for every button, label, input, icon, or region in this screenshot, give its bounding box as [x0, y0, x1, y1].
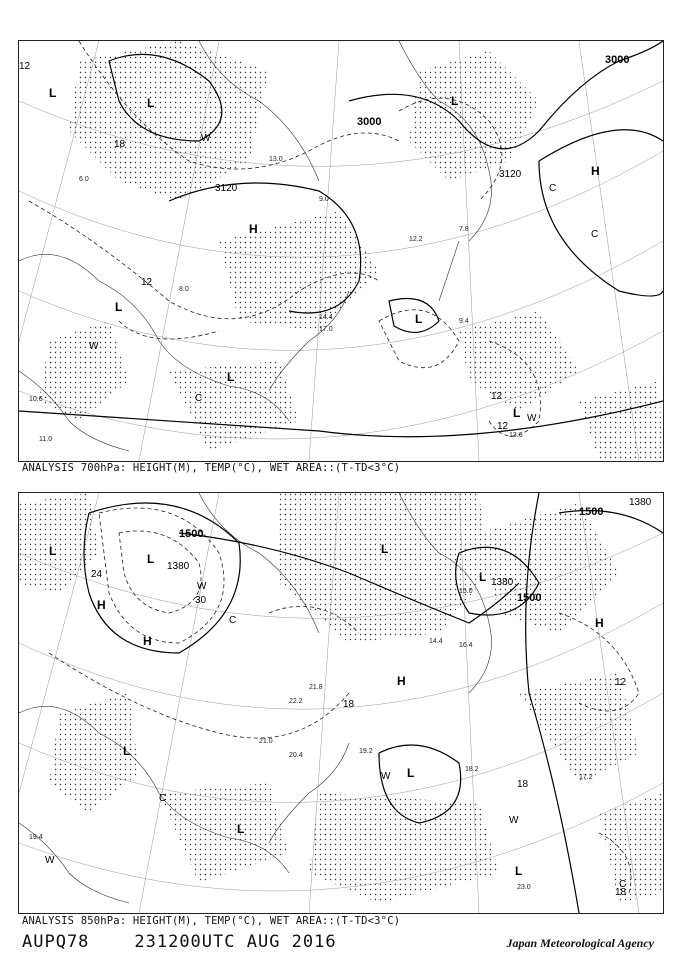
temp-label: 12 — [615, 677, 627, 688]
height-label: 3000 — [605, 54, 630, 66]
high-center: H — [591, 164, 600, 178]
low-center: L — [115, 300, 123, 314]
station-value: 20.4 — [289, 752, 303, 759]
cold-center: C — [591, 229, 599, 240]
low-center: L — [123, 744, 131, 758]
map-700hpa-canvas — [19, 41, 663, 461]
map-850hpa — [18, 492, 664, 914]
temp-label: 18 — [517, 779, 529, 790]
map-700hpa — [18, 40, 664, 462]
caption-850hpa: ANALYSIS 850hPa: HEIGHT(M), TEMP(°C), WET AREA::(T-TD<3°C) — [22, 915, 401, 927]
station-value: 13.0 — [269, 156, 283, 163]
station-value: 10.6 — [29, 396, 43, 403]
temp-label: 24 — [91, 569, 103, 580]
station-value: 18.2 — [465, 766, 479, 773]
station-value: 17.0 — [319, 326, 333, 333]
station-value: 13.6 — [509, 432, 523, 439]
wet-areas — [39, 41, 663, 461]
height-label: 1500 — [517, 592, 542, 604]
warm-center: W — [527, 413, 537, 424]
temp-label: 12 — [491, 391, 503, 402]
station-value: 23.0 — [517, 884, 531, 891]
map-850hpa-canvas — [19, 493, 663, 913]
station-value: 21.8 — [309, 684, 323, 691]
warm-center: W — [89, 341, 99, 352]
cold-center: C — [549, 183, 557, 194]
station-value: 17.2 — [579, 774, 593, 781]
low-center: L — [513, 406, 521, 420]
temp-label: 12 — [141, 277, 153, 288]
station-value: 22.2 — [289, 698, 303, 705]
station-value: 16.4 — [459, 642, 473, 649]
station-value: 8.0 — [179, 286, 189, 293]
station-value: 19.2 — [359, 748, 373, 755]
station-value: 15.0 — [459, 588, 473, 595]
low-center: L — [515, 864, 523, 878]
station-value: 9.4 — [459, 318, 469, 325]
temp-label: 18 — [114, 139, 126, 150]
station-value: 6.0 — [79, 176, 89, 183]
warm-center: W — [381, 771, 391, 782]
low-center: L — [381, 542, 389, 556]
high-center: H — [143, 634, 152, 648]
warm-center: W — [201, 133, 211, 144]
warm-center: W — [509, 815, 519, 826]
height-label: 1500 — [179, 528, 204, 540]
cold-center: C — [619, 879, 627, 890]
station-value: 7.8 — [459, 226, 469, 233]
low-center: L — [407, 766, 415, 780]
temp-label: 12 — [19, 61, 31, 72]
high-center: H — [397, 674, 406, 688]
station-value: 19.4 — [29, 834, 43, 841]
cold-center: C — [229, 615, 237, 626]
caption-700hpa: ANALYSIS 700hPa: HEIGHT(M), TEMP(°C), WET AREA::(T-TD<3°C) — [22, 462, 401, 474]
height-label: 3120 — [215, 183, 238, 194]
warm-center: W — [45, 855, 55, 866]
temp-label: 30 — [195, 595, 207, 606]
chart-time: 231200UTC AUG 2016 — [134, 932, 337, 952]
low-center: L — [49, 86, 57, 100]
height-label: 3120 — [499, 169, 522, 180]
low-center: L — [49, 544, 57, 558]
low-center: L — [451, 94, 459, 108]
station-value: 11.0 — [39, 436, 53, 443]
chart-code: AUPQ78 — [22, 932, 90, 952]
height-label: 1380 — [629, 497, 652, 508]
low-center: L — [147, 552, 155, 566]
low-center: L — [237, 822, 245, 836]
high-center: H — [249, 222, 258, 236]
temp-label: 18 — [615, 887, 627, 898]
station-value: 21.0 — [259, 738, 273, 745]
height-label: 1380 — [167, 561, 190, 572]
low-center: L — [479, 570, 487, 584]
height-label: 1500 — [579, 506, 604, 518]
height-label: 1380 — [491, 577, 514, 588]
low-center: L — [147, 96, 155, 110]
high-center: H — [595, 616, 604, 630]
height-label: 3000 — [357, 116, 382, 128]
warm-center: W — [197, 581, 207, 592]
low-center: L — [227, 370, 235, 384]
station-value: 9.0 — [319, 196, 329, 203]
cold-center: C — [159, 793, 167, 804]
temp-label: 12 — [497, 421, 509, 432]
station-value: 12.2 — [409, 236, 423, 243]
station-value: 14.4 — [319, 314, 333, 321]
high-center: H — [97, 598, 106, 612]
chart-id-and-time — [22, 932, 337, 952]
low-center: L — [415, 312, 423, 326]
cold-center: C — [195, 393, 203, 404]
temp-label: 18 — [343, 699, 355, 710]
station-value: 14.4 — [429, 638, 443, 645]
agency-name: Japan Meteorological Agency — [506, 936, 654, 950]
